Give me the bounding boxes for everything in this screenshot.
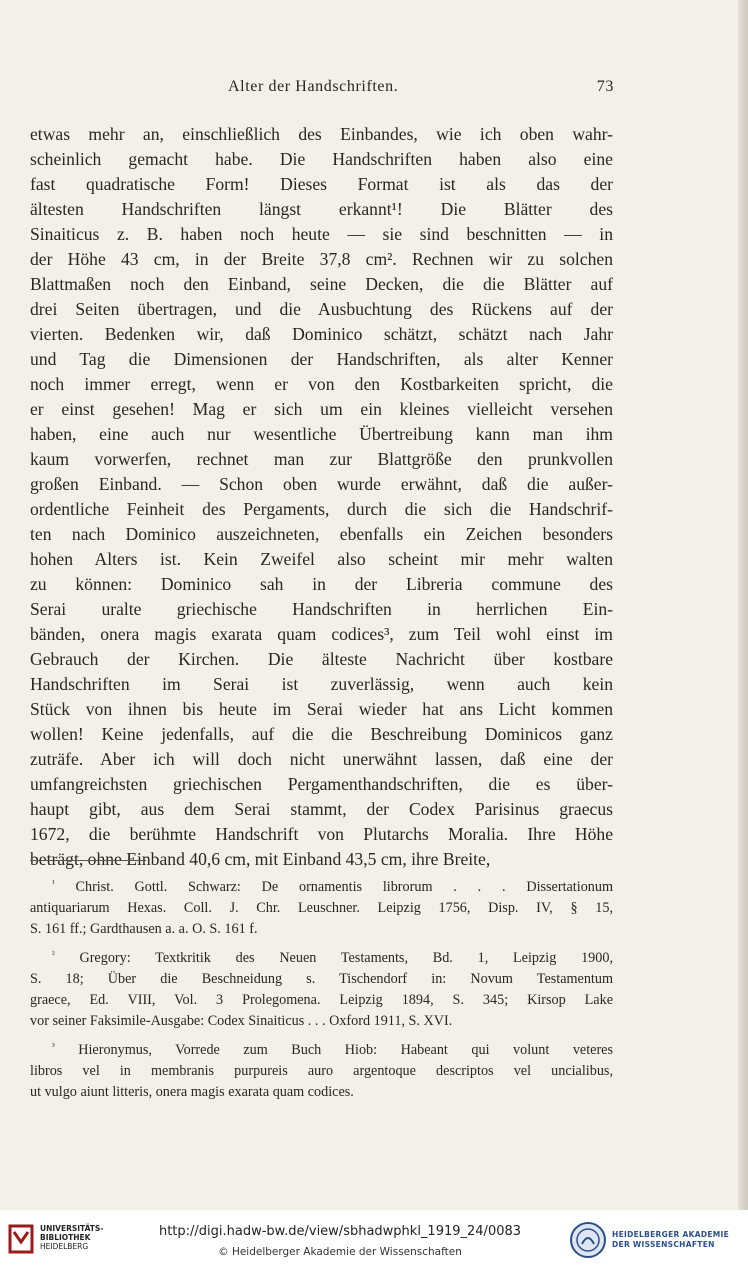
body-line: ältesten Handschriften längst erkannt¹! Die Blätter des [30,199,613,219]
footnote-text: Gregory: Textkritik des Neuen Testaments, Bd. 1, Leipzig 1900, [79,950,613,966]
body-line: 1672, die berühmte Handschrift von Plutarchs Moralia. Ihre Höhe [30,824,613,844]
body-line: kaum vorwerfen, rechnet man zur Blattgröße den prunkvollen [30,449,613,469]
body-line: ordentliche Feinheit des Pergaments, durch die sich die Handschrif- [30,499,613,519]
body-line: fast quadratische Form! Dieses Format ist als das der [30,174,613,194]
body-line: zuträfe. Aber ich will doch nicht unerwähnt lassen, daß eine der [30,749,613,769]
body-line: wollen! Keine jedenfalls, auf die die Beschreibung Dominicos ganz [30,724,613,744]
body-line: hohen Alters ist. Kein Zweifel also scheint mir mehr walten [30,549,613,569]
body-line: er einst gesehen! Mag er sich um ein kleines vielleicht versehen [30,399,613,419]
body-line: Sinaiticus z. B. haben noch heute — sie sind beschnitten — in [30,224,613,244]
footnote-line: S. 161 ff.; Gardthausen a. a. O. S. 161 f. [30,921,258,937]
body-line: umfangreichsten griechischen Pergamenthandschriften, die es über- [30,774,613,794]
footnote-rule [30,860,146,861]
body-line: und Tag die Dimensionen der Handschriften, als alter Kenner [30,349,613,369]
footnote-line: libros vel in membranis purpureis auro argentoque descriptos vel uncialibus, [30,1063,613,1079]
footnote-line [30,877,613,898]
footnote-line: antiquariarum Hexas. Coll. J. Chr. Leuschner. Leipzig 1756, Disp. IV, § 15, [30,900,613,916]
footnote-line [30,1040,613,1061]
body-line: Handschriften im Serai ist zuverlässig, wenn auch kein [30,674,613,694]
page-number: 73 [596,78,614,95]
body-line: zu können: Dominico sah in der Libreria commune des [30,574,613,594]
page-url-link[interactable]: http://digi.hadw-bw.de/view/sbhadwphkl_1919_24/0083 [158,1224,522,1239]
footnote-line [30,948,613,969]
footnotes [30,877,613,1111]
body-line: Stück von ihnen bis heute im Serai wieder hat ans Licht kommen [30,699,613,719]
body-line: etwas mehr an, einschließlich des Einbandes, wie ich oben wahr- [30,124,613,144]
body-line: beträgt, ohne Einband 40,6 cm, mit Einband 43,5 cm, ihre Breite, [30,849,491,869]
body-line: vierten. Bedenken wir, daß Dominico schätzt, schätzt nach Jahr [30,324,613,344]
footnote [30,948,613,1032]
viewer-footer [0,1210,748,1265]
body-line: ten nach Dominico auszeichneten, ebenfalls ein Zeichen besonders [30,524,613,544]
body-text [30,122,613,872]
footnote [30,1040,613,1103]
body-line: scheinlich gemacht habe. Die Handschriften haben also eine [30,149,613,169]
body-line: drei Seiten übertragen, und die Ausbuchtung des Rückens auf der [30,299,613,319]
library-line-3: HEIDELBERG [40,1242,89,1251]
body-line: Blattmaßen noch den Einband, seine Decken, die die Blätter auf [30,274,613,294]
university-library-logo[interactable] [8,1222,138,1256]
body-line: haupt gibt, aus dem Serai stammt, der Codex Parisinus graecus [30,799,613,819]
footnote-line: graece, Ed. VIII, Vol. 3 Prolegomena. Leipzig 1894, S. 345; Kirsop Lake [30,992,613,1008]
library-line-1: UNIVERSITÄTS- [40,1224,104,1233]
copyright-notice: © Heidelberger Akademie der Wissenschaften [218,1246,462,1258]
page-edge-shadow [738,0,748,1210]
body-line: haben, eine auch nur wesentliche Übertreibung kann man ihm [30,424,613,444]
library-line-2: BIBLIOTHEK [40,1233,91,1242]
footnote [30,877,613,940]
footnote-marker: ¹ [52,878,55,888]
body-line: Gebrauch der Kirchen. Die älteste Nachricht über kostbare [30,649,613,669]
body-line: Serai uralte griechische Handschriften in herrlichen Ein- [30,599,613,619]
footnote-line: S. 18; Über die Beschneidung s. Tischendorf in: Novum Testamentum [30,971,613,987]
body-line: noch immer erregt, wenn er von den Kostbarkeiten spricht, die [30,374,613,394]
running-head-title: Alter der Handschriften. [228,78,399,95]
body-line: großen Einband. — Schon oben wurde erwähnt, daß die außer- [30,474,613,494]
academy-logo[interactable] [568,1220,738,1260]
footnote-line: ut vulgo aiunt litteris, onera magis exarata quam codices. [30,1084,354,1100]
footnote-text: Hieronymus, Vorrede zum Buch Hiob: Habeant qui volunt veteres [78,1042,613,1058]
footnote-line: vor seiner Faksimile-Ausgabe: Codex Sinaiticus . . . Oxford 1911, S. XVI. [30,1013,453,1029]
academy-line-1: HEIDELBERGER AKADEMIE [612,1230,730,1239]
footnote-marker: ² [52,949,55,959]
running-head [30,76,620,102]
footnote-marker: ³ [52,1041,55,1051]
library-emblem-icon [8,1222,36,1256]
footnote-text: Christ. Gottl. Schwarz: De ornamentis librorum . . . Dissertationum [75,879,614,895]
body-line: bänden, onera magis exarata quam codices³, zum Teil wohl einst im [30,624,613,644]
body-line: der Höhe 43 cm, in der Breite 37,8 cm². Rechnen wir zu solchen [30,249,613,269]
academy-seal-icon [568,1220,608,1260]
academy-line-2: DER WISSENSCHAFTEN [612,1240,715,1249]
